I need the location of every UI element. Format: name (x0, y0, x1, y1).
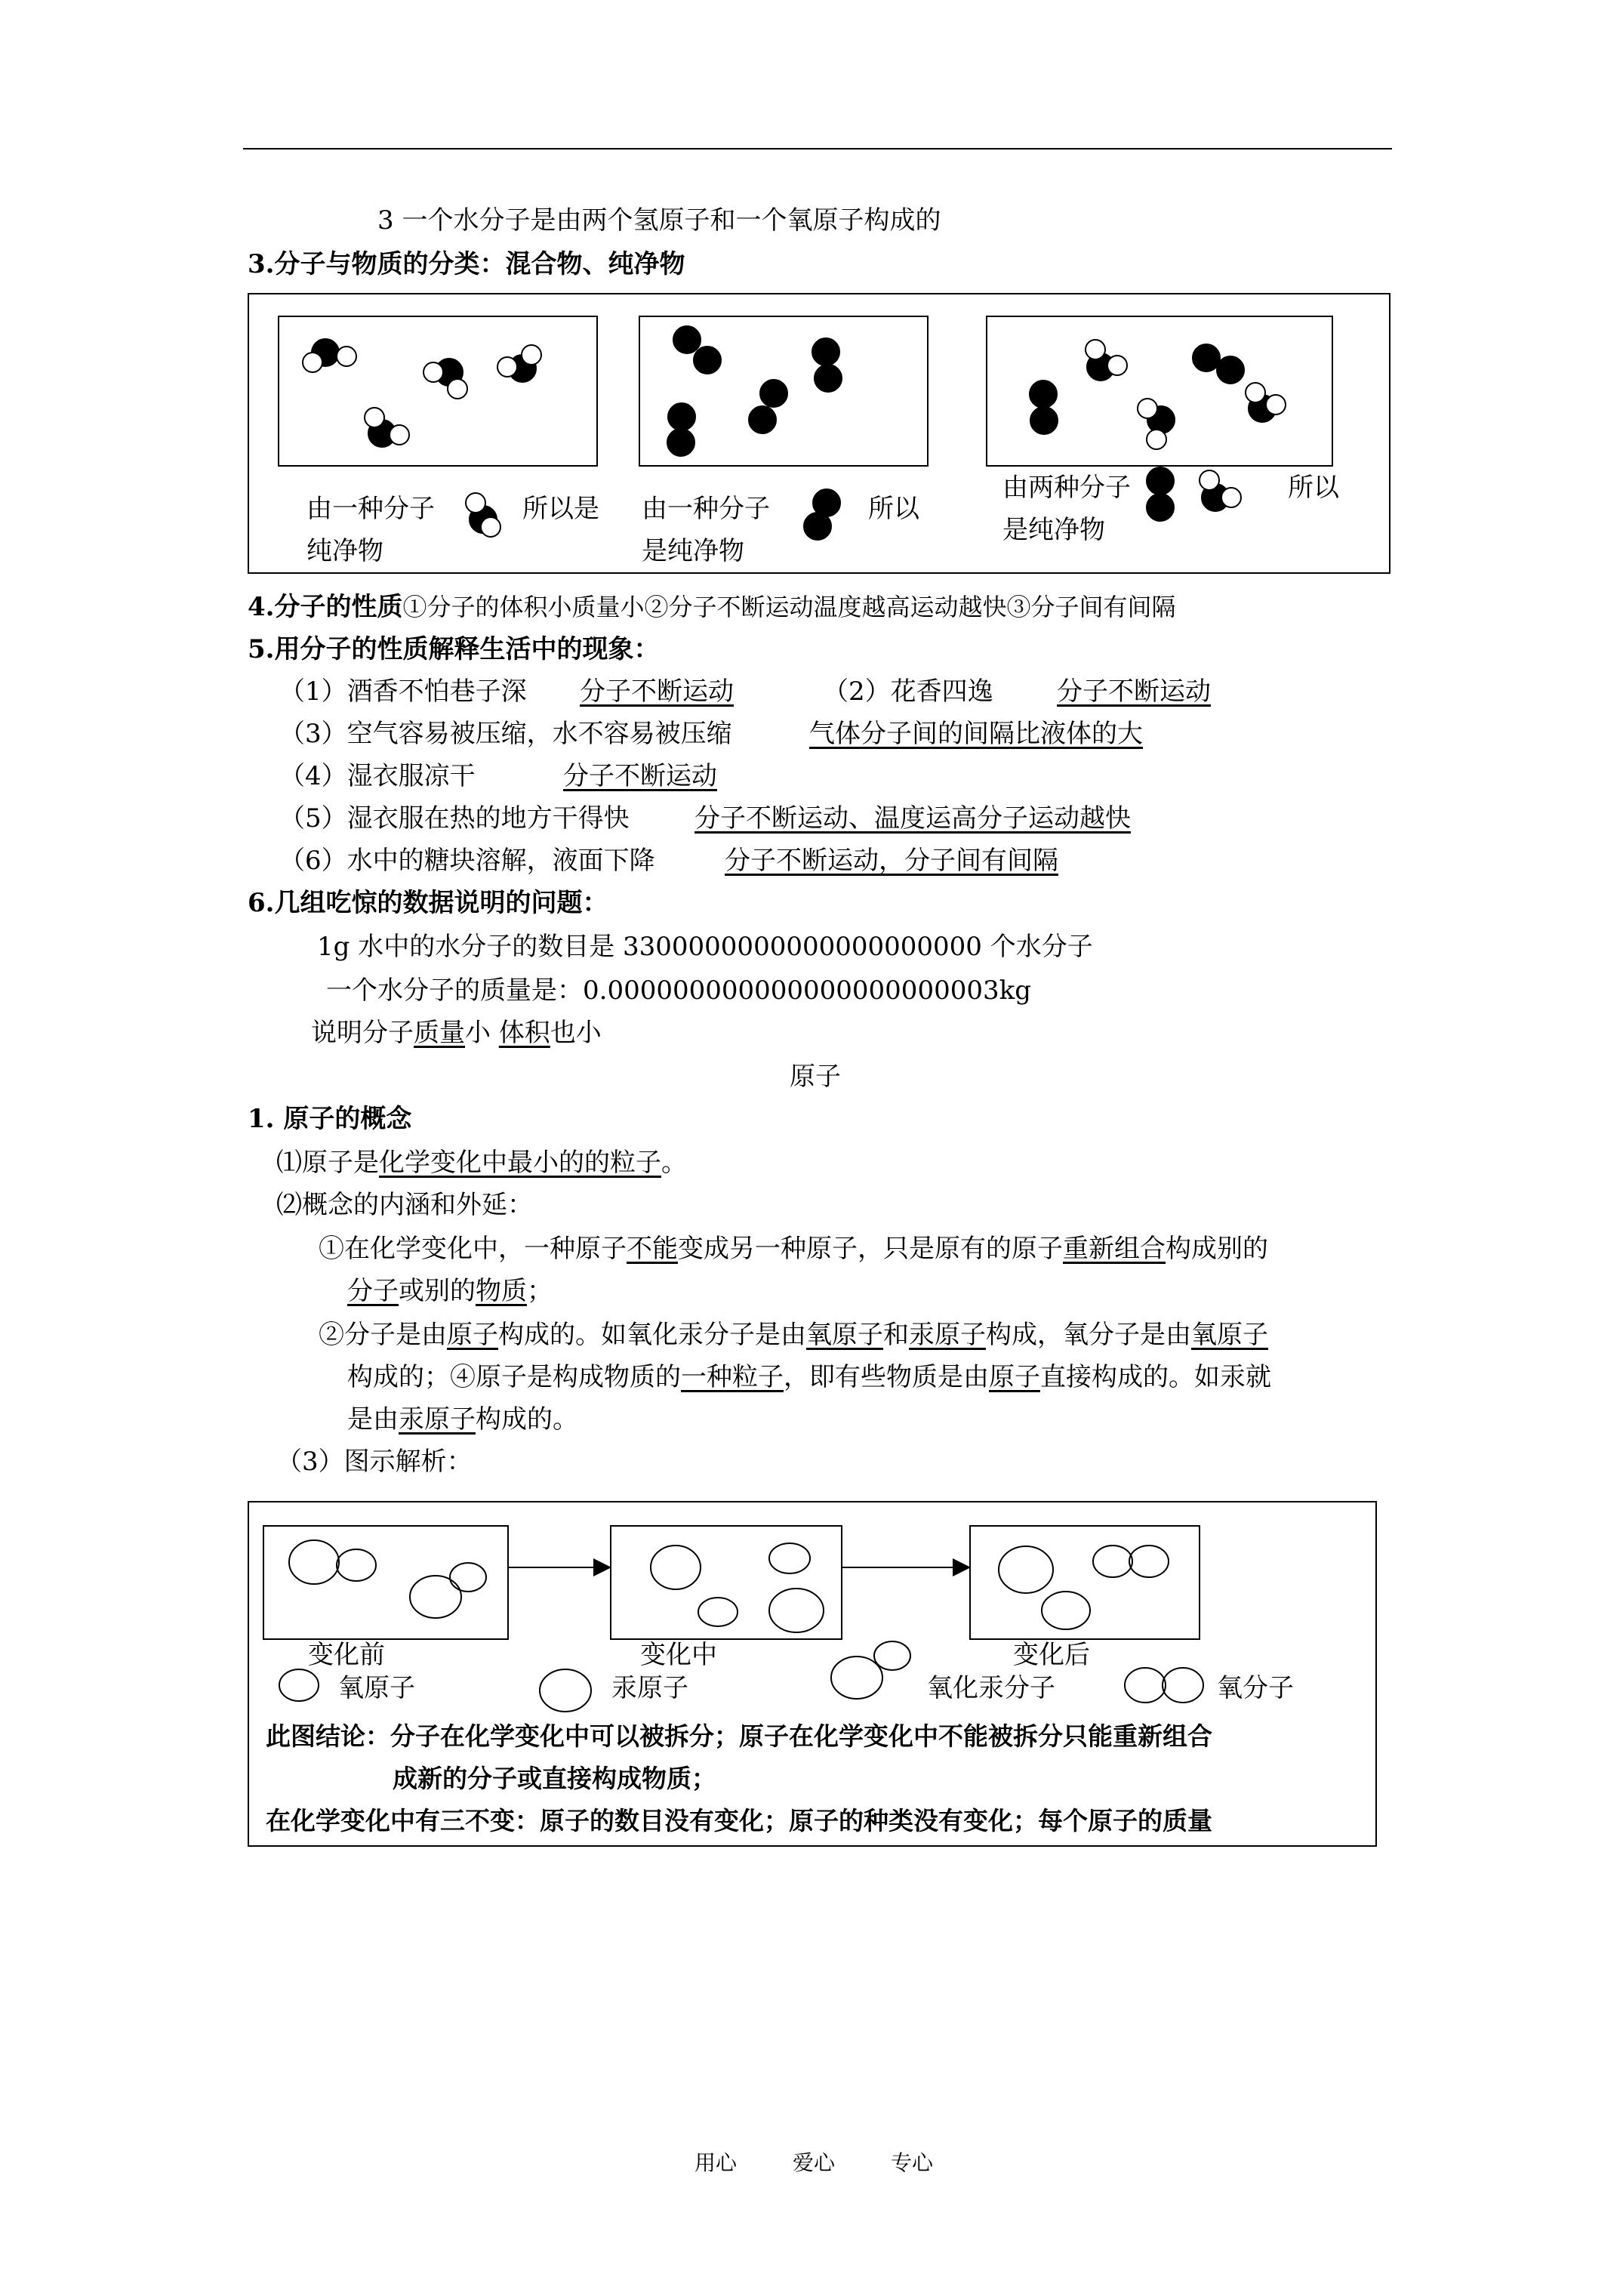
water-molecule-icon (1138, 399, 1175, 449)
c2b: 或别的 (399, 1276, 476, 1306)
c4c: ，即有些物质是由 (784, 1362, 989, 1392)
data-line-1: 1g 水中的水分子的数目是 3300000000000000000000 个水分子 (317, 932, 1093, 962)
c3e: 和 (883, 1320, 909, 1350)
footer-3: 专心 (891, 2150, 934, 2175)
caption-3b: 所以 (1288, 473, 1339, 503)
caption-1a: 由一种分子 (306, 494, 435, 524)
mercury-atom-icon (769, 1589, 824, 1632)
c3d: 氧原子 (806, 1320, 883, 1350)
answer-6: 分子不断运动，分子间有间隔 (725, 846, 1058, 876)
caption-2b: 所以 (868, 494, 919, 524)
oxygen-atom-icon (698, 1598, 738, 1626)
section-4-text: ①分子的体积小质量小②分子不断运动温度越高运动越快③分子间有间隔 (402, 593, 1176, 621)
item-2: （2）花香四逸 (823, 676, 993, 707)
caption-1c: 纯净物 (306, 536, 383, 566)
water-molecule-icon (1086, 340, 1127, 381)
answer-3: 气体分子间的间隔比液体的大 (809, 719, 1143, 749)
water-molecule-icon (1246, 383, 1286, 422)
c1e: 构成别的 (1166, 1234, 1268, 1264)
l3b: 质量 (414, 1018, 465, 1048)
water-molecule-icon (365, 408, 409, 447)
p1c: 。 (661, 1148, 687, 1178)
footer-1: 用心 (694, 2150, 738, 2175)
footer-2: 爱心 (793, 2150, 836, 2175)
label-before: 变化前 (308, 1640, 385, 1670)
c2d: ； (527, 1276, 553, 1306)
caption-3a: 由两种分子 (1002, 473, 1131, 503)
c3h: 氧原子 (1191, 1320, 1268, 1350)
molecule-drawings (0, 0, 1623, 604)
water-molecule-legend-icon (1200, 470, 1241, 511)
section-5-title: 5.用分子的性质解释生活中的现象： (248, 634, 660, 664)
section-6-title: 6.几组吃惊的数据说明的问题： (248, 888, 608, 918)
diatomic-molecule-icon (1030, 381, 1058, 434)
mercury-oxide-molecule-icon (289, 1540, 376, 1584)
label-during: 变化中 (640, 1640, 717, 1670)
label-after: 变化后 (1013, 1640, 1090, 1670)
c5a: 是由 (347, 1404, 399, 1435)
section-4-title: 4.分子的性质 (248, 592, 403, 622)
water-molecule-line: 3 一个水分子是由两个氢原子和一个氧原子构成的 (377, 205, 941, 236)
mercury-atom-icon (999, 1546, 1053, 1593)
item-4: （4）湿衣服凉干 (279, 761, 476, 791)
mercury-oxide-legend-icon (831, 1641, 910, 1699)
water-molecule-icon (497, 345, 541, 382)
legend-oxygen-molecule: 氧分子 (1217, 1673, 1294, 1703)
oxygen-molecule-legend-icon (1125, 1668, 1203, 1703)
conclusion-2: 成新的分子或直接构成物质； (393, 1764, 716, 1793)
mercury-atom-icon (651, 1546, 701, 1589)
atom-p2: ⑵概念的内涵和外延： (276, 1190, 533, 1220)
answer-4: 分子不断运动 (563, 761, 717, 791)
conclusion-3: 在化学变化中有三不变：原子的数目没有变化；原子的种类没有变化；每个原子的质量 (266, 1806, 1212, 1835)
diatomic-molecule-icon (1193, 344, 1244, 384)
l3e: 也小 (550, 1018, 602, 1048)
c2c: 物质 (476, 1276, 527, 1306)
mercury-oxide-molecule-icon (410, 1563, 486, 1618)
caption-3c: 是纯净物 (1002, 515, 1105, 545)
legend-mercury-atom: 汞原子 (611, 1673, 688, 1703)
atom-p1 (276, 1146, 687, 1179)
c4d: 原子 (989, 1362, 1040, 1392)
reaction-drawings (0, 1495, 1623, 1714)
c4b: 一种粒子 (681, 1362, 784, 1392)
atom-s1-title: 1. 原子的概念 (248, 1104, 412, 1134)
data-line-3 (311, 1016, 602, 1049)
p1a: ⑴原子是 (276, 1148, 379, 1178)
mercury-atom-legend-icon (540, 1669, 591, 1712)
water-molecule-icon (423, 359, 467, 399)
c3c: 构成的。如氧化汞分子是由 (498, 1320, 806, 1350)
c1a: ①在化学变化中，一种原子 (319, 1234, 627, 1264)
water-molecule-icon (303, 339, 356, 372)
atom-c2 (347, 1274, 553, 1308)
water-molecule-legend-icon (466, 493, 500, 537)
answer-1: 分子不断运动 (580, 676, 734, 707)
atom-c5 (347, 1403, 578, 1436)
oxygen-atom-icon (769, 1543, 810, 1573)
item-6: （6）水中的糖块溶解，液面下降 (279, 846, 655, 876)
c3b: 原子 (447, 1320, 498, 1350)
oxygen-molecule-icon (1093, 1546, 1169, 1577)
oxygen-atom-legend-icon (279, 1669, 319, 1701)
section-3-title: 3.分子与物质的分类：混合物、纯净物 (248, 249, 685, 279)
c1c: 变成另一种原子，只是原有的原子 (678, 1234, 1063, 1264)
l3a: 说明分子 (311, 1018, 414, 1048)
c3f: 汞原子 (909, 1320, 986, 1350)
atom-p3: （3）图示解析： (276, 1447, 473, 1477)
c4e: 直接构成的。如汞就 (1040, 1362, 1271, 1392)
diatomic-molecule-legend-icon (1147, 467, 1174, 521)
atom-c3 (319, 1318, 1268, 1351)
diatomic-molecule-legend-icon (804, 489, 840, 540)
legend-oxygen-atom: 氧原子 (338, 1673, 415, 1703)
mercury-atom-icon (1042, 1592, 1090, 1629)
item-1: （1）酒香不怕巷子深 (279, 676, 527, 707)
item-5: （5）湿衣服在热的地方干得快 (279, 803, 630, 834)
atom-heading: 原子 (790, 1062, 841, 1092)
caption-2c: 是纯净物 (642, 536, 744, 566)
caption-2a: 由一种分子 (642, 494, 770, 524)
c4a: 构成的；④原子是构成物质的 (347, 1362, 681, 1392)
item-3: （3）空气容易被压缩，水不容易被压缩 (279, 719, 732, 749)
c1d: 重新组合 (1063, 1234, 1166, 1264)
c2a: 分子 (347, 1276, 399, 1306)
c5b: 汞原子 (399, 1404, 476, 1435)
p1b: 化学变化中最小的的粒子 (379, 1148, 661, 1178)
l3c: 小 (465, 1018, 499, 1048)
c3a: ②分子是由 (319, 1320, 447, 1350)
diatomic-molecule-icon (812, 338, 842, 392)
diatomic-molecule-icon (749, 380, 787, 433)
caption-1b: 所以是 (522, 494, 599, 524)
section-4 (248, 590, 1176, 624)
data-line-2: 一个水分子的质量是：0.000000000000000000000003kg (326, 975, 1031, 1006)
atom-c4 (347, 1361, 1271, 1394)
answer-2: 分子不断运动 (1057, 676, 1211, 707)
diatomic-molecule-icon (673, 326, 721, 374)
diatomic-molecule-icon (667, 403, 695, 456)
conclusion-1: 此图结论：分子在化学变化中可以被拆分；原子在化学变化中不能被拆分只能重新组合 (266, 1721, 1212, 1751)
legend-mercury-oxide: 氧化汞分子 (927, 1673, 1055, 1703)
answer-5: 分子不断运动、温度运高分子运动越快 (694, 803, 1131, 834)
atom-c1 (319, 1232, 1268, 1265)
c1b: 不能 (627, 1234, 678, 1264)
c5c: 构成的。 (476, 1404, 578, 1435)
c3g: 构成，氧分子是由 (986, 1320, 1191, 1350)
l3d: 体积 (498, 1018, 550, 1048)
